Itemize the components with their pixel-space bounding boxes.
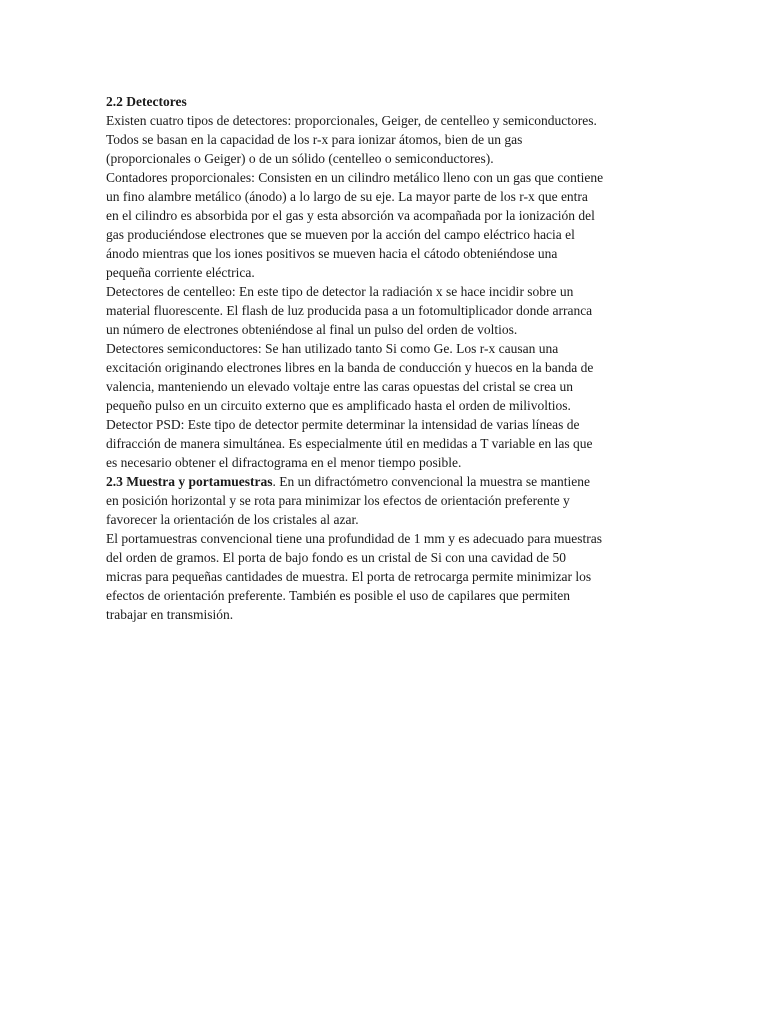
paragraph-line: pequeño pulso en un circuito externo que es amplificado hasta el orden de milivoltios. <box>106 398 571 413</box>
paragraph-line: excitación originando electrones libres en la banda de conducción y huecos en la banda de <box>106 360 594 375</box>
paragraph-line: Detectores semiconductores: Se han utilizado tanto Si como Ge. Los r-x causan una <box>106 341 559 356</box>
section-first-line-muestra <box>106 472 666 491</box>
paragraph-line: valencia, manteniendo un elevado voltaje entre las caras opuestas del cristal se crea un <box>106 379 574 394</box>
paragraph-line: material fluorescente. El flash de luz producida pasa a un fotomultiplicador donde arranca <box>106 303 593 318</box>
paragraph-line: efectos de orientación preferente. También es posible el uso de capilares que permiten <box>106 588 570 603</box>
paragraph-line: pequeña corriente eléctrica. <box>106 265 255 280</box>
paragraph-line-rest: . En un difractómetro convencional la muestra se mantiene <box>272 474 590 489</box>
section-heading-muestra: 2.3 Muestra y portamuestras <box>106 474 273 489</box>
paragraph-line: un número de electrones obteniéndose al final un pulso del orden de voltios. <box>106 322 518 337</box>
paragraph-line: Existen cuatro tipos de detectores: proporcionales, Geiger, de centelleo y semiconductores. <box>106 113 597 128</box>
paragraph-line: ánodo mientras que los iones positivos se mueven hacia el cátodo obteniéndose una <box>106 246 558 261</box>
paragraph-line: es necesario obtener el difractograma en el menor tiempo posible. <box>106 455 462 470</box>
paragraph-line: El portamuestras convencional tiene una profundidad de 1 mm y es adecuado para muestras <box>106 531 602 546</box>
paragraph-line: Detector PSD: Este tipo de detector permite determinar la intensidad de varias líneas de <box>106 417 580 432</box>
paragraph-line: Todos se basan en la capacidad de los r-x para ionizar átomos, bien de un gas <box>106 132 523 147</box>
paragraph-line: difracción de manera simultánea. Es especialmente útil en medidas a T variable en las que <box>106 436 593 451</box>
paragraph-line: en el cilindro es absorbida por el gas y esta absorción va acompañada por la ionización del <box>106 208 595 223</box>
paragraph-line: trabajar en transmisión. <box>106 607 234 622</box>
section-heading-detectores: 2.2 Detectores <box>106 94 187 109</box>
paragraph-line: del orden de gramos. El porta de bajo fondo es un cristal de Si con una cavidad de 50 <box>106 550 566 565</box>
paragraph-line: favorecer la orientación de los cristales al azar. <box>106 512 359 527</box>
paragraph-line: un fino alambre metálico (ánodo) a lo largo de su eje. La mayor parte de los r-x que entra <box>106 189 588 204</box>
paragraph-line: micras para pequeñas cantidades de muestra. El porta de retrocarga permite minimizar los <box>106 569 592 584</box>
document-page <box>106 92 666 624</box>
paragraph-line: gas produciéndose electrones que se mueven por la acción del campo eléctrico hacia el <box>106 227 575 242</box>
paragraph-line: (proporcionales o Geiger) o de un sólido (centelleo o semiconductores). <box>106 151 494 166</box>
paragraph-line: Detectores de centelleo: En este tipo de detector la radiación x se hace incidir sobre un <box>106 284 574 299</box>
paragraph-line: en posición horizontal y se rota para minimizar los efectos de orientación preferente y <box>106 493 570 508</box>
paragraph-line: Contadores proporcionales: Consisten en un cilindro metálico lleno con un gas que contiene <box>106 170 604 185</box>
